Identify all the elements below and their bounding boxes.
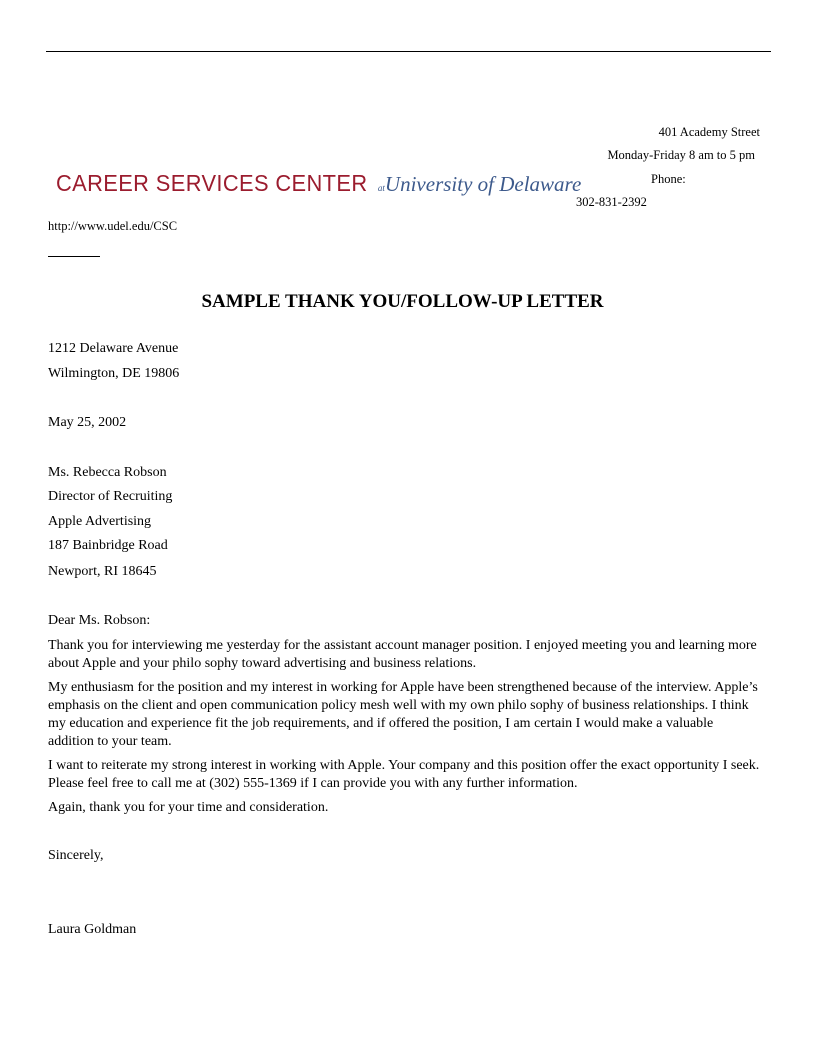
body-paragraph-1: Thank you for interviewing me yesterday for the assistant account manager position. I enjoyed meeting you and learning more about Apple and your philo sophy toward advertising and business relations.	[48, 638, 757, 671]
signature-name: Laura Goldman	[48, 922, 137, 937]
body-paragraph-4: Again, thank you for your time and consideration.	[48, 800, 329, 815]
salutation: Dear Ms. Robson:	[48, 613, 151, 628]
letter-title: SAMPLE THANK YOU/FOLLOW-UP LETTER	[201, 291, 604, 312]
recipient-title: Director of Recruiting	[48, 489, 173, 504]
header-phone-label: Phone:	[651, 172, 686, 186]
header-street: 401 Academy Street	[658, 125, 760, 139]
body-paragraph-2: My enthusiasm for the position and my interest in working for Apple have been strengthened because of the interview. Apple’s emphasis on the client and open communication policy mesh well with my own philo sophy of business relationships. I think my education and experience fit the job requirements, and if offered the position, I am certain I would make a valuable addition to your team.	[48, 680, 758, 749]
header-hours: Monday-Friday 8 am to 5 pm	[607, 148, 755, 162]
recipient-city: Newport, RI 18645	[48, 564, 157, 579]
body-paragraph-3: I want to reiterate my strong interest in working with Apple. Your company and this position offer the exact opportunity I seek. Please feel free to call me at (302) 555-1369 if I can provide you with any further information.	[48, 758, 760, 791]
logo-university-text: University of Delaware	[384, 172, 582, 196]
top-divider	[46, 51, 771, 52]
logo-at-text: at	[377, 183, 385, 193]
header-phone-number: 302-831-2392	[576, 195, 647, 209]
recipient-company: Apple Advertising	[48, 514, 152, 529]
sender-street: 1212 Delaware Avenue	[48, 341, 179, 356]
letter-date: May 25, 2002	[48, 415, 127, 430]
sender-city: Wilmington, DE 19806	[48, 366, 180, 381]
website-url[interactable]: http://www.udel.edu/CSC	[48, 219, 178, 233]
career-services-logo	[56, 170, 581, 197]
recipient-name: Ms. Rebecca Robson	[48, 465, 167, 480]
closing: Sincerely,	[48, 848, 104, 863]
logo-career-services-text: CAREER SERVICES CENTER	[56, 170, 368, 196]
recipient-street: 187 Bainbridge Road	[48, 538, 168, 553]
short-divider	[48, 256, 100, 257]
